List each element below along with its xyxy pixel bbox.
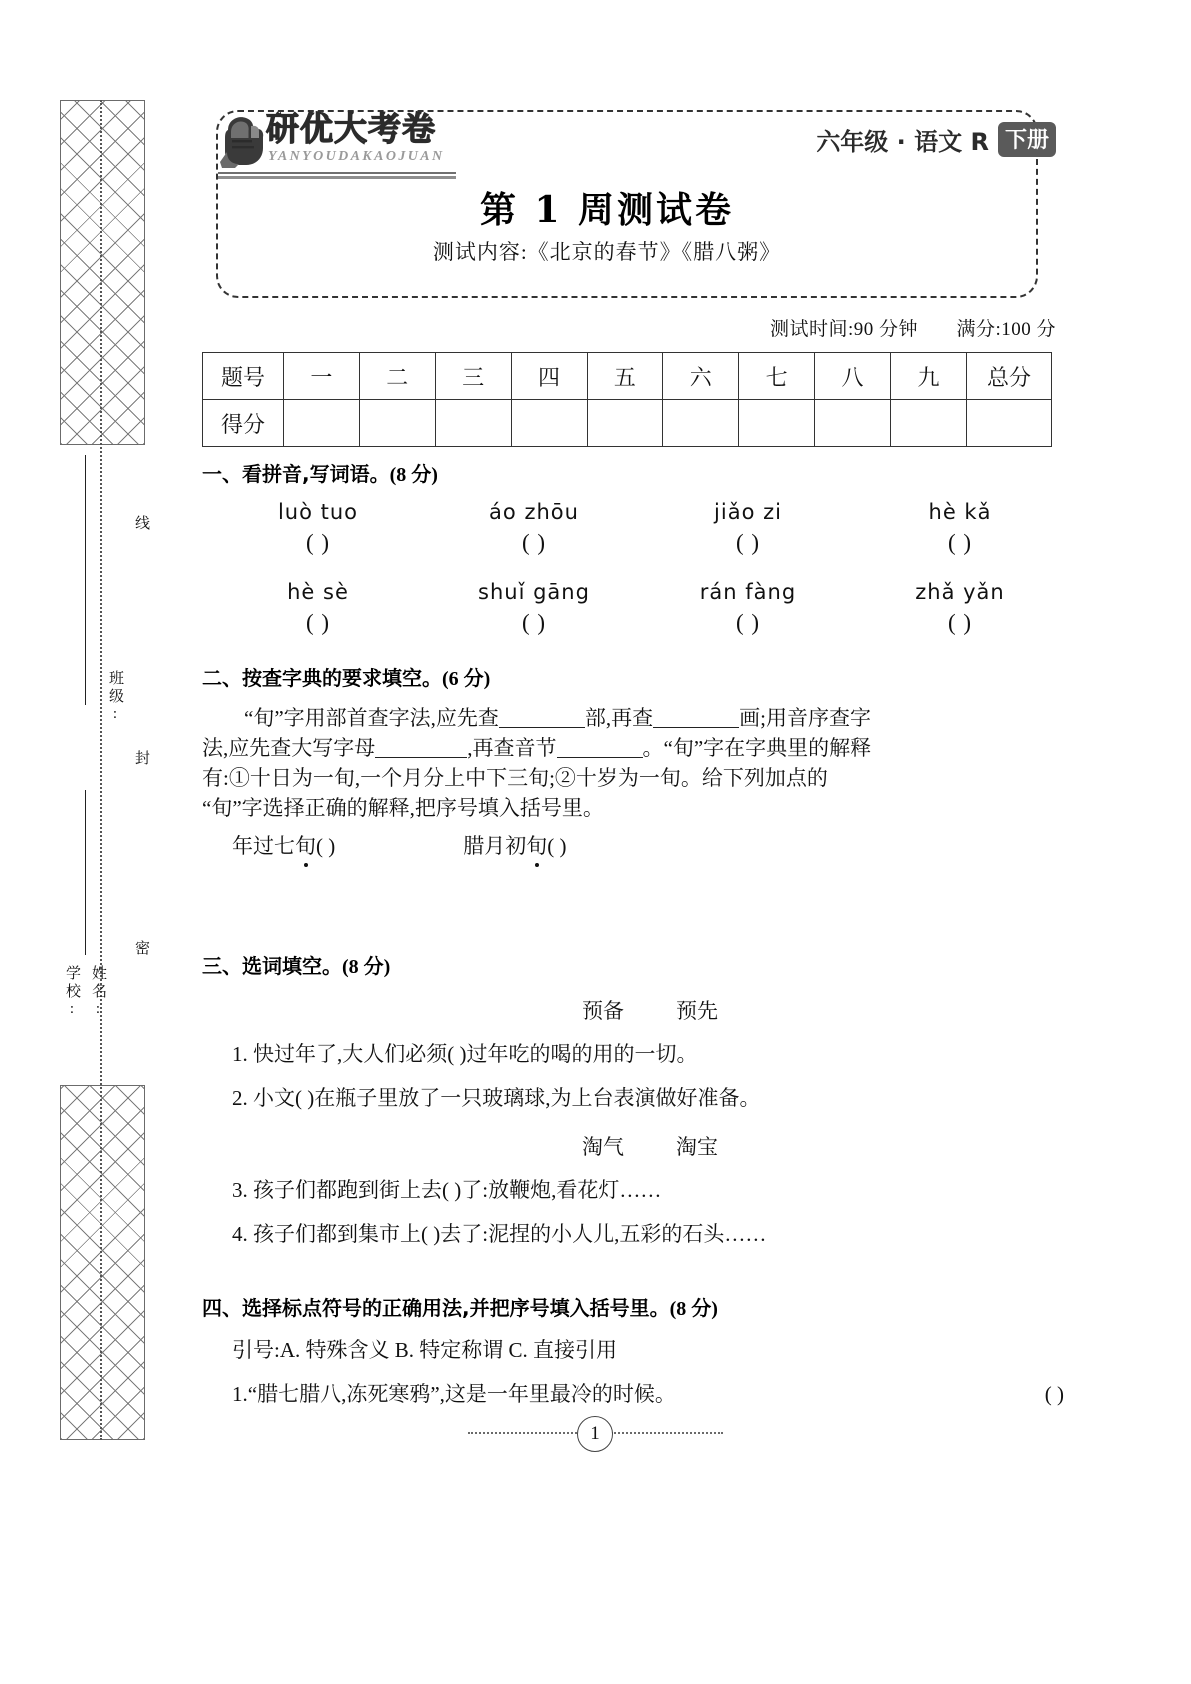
brand-name-pinyin: YANYOUDAKAOJUAN xyxy=(268,149,445,164)
grade-subject-text: 六年级 · 语文 R xyxy=(816,128,989,156)
section-2-items xyxy=(202,831,1058,861)
blank-letter[interactable] xyxy=(375,737,467,758)
question-3-2[interactable]: 2. 小文( )在瓶子里放了一只玻璃球,为上台表演做好准备。 xyxy=(232,1086,761,1110)
answer-bracket[interactable]: ( ) xyxy=(305,530,331,555)
pinyin-text: zhǎ yǎn xyxy=(915,580,1005,604)
section-3-title: 三、选词填空。 xyxy=(202,954,342,978)
word-option-4: 淘宝 xyxy=(676,1135,718,1159)
answer-bracket[interactable]: ( ) xyxy=(521,610,547,635)
score-cell-9[interactable] xyxy=(891,400,967,447)
margin-rule-upper xyxy=(85,455,86,705)
item-2-text: 腊月初 xyxy=(463,834,527,858)
score-cell-1[interactable] xyxy=(284,400,360,447)
section-3 xyxy=(202,950,1058,1249)
col-2: 二 xyxy=(359,353,435,400)
dict-text-c: 画;用音序查字 xyxy=(739,706,871,730)
question-3-3[interactable]: 3. 孩子们都跑到街上去( )了:放鞭炮,看花灯…… xyxy=(232,1178,662,1202)
hatch-pattern-top xyxy=(60,100,145,445)
section-2-heading xyxy=(202,662,1058,691)
brand-name-cn: 研优大考卷 xyxy=(266,109,436,148)
section-1-heading xyxy=(202,458,1058,487)
pinyin-item-4 xyxy=(860,500,1060,556)
pinyin-item-8 xyxy=(860,580,1060,636)
score-cell-5[interactable] xyxy=(587,400,663,447)
item-1-bracket[interactable]: ( ) xyxy=(316,834,336,858)
col-3: 三 xyxy=(435,353,511,400)
col-7: 七 xyxy=(739,353,815,400)
exam-full-score: 满分:100 分 xyxy=(956,319,1056,340)
section-4 xyxy=(202,1292,1064,1409)
row-label-question: 题号 xyxy=(203,353,284,400)
name-field-label: 姓名: xyxy=(90,965,106,1020)
footer-rule-right xyxy=(611,1432,723,1434)
word-option-1: 预备 xyxy=(582,999,624,1023)
section-1-title: 一、看拼音,写词语。 xyxy=(202,462,390,486)
exam-sheet xyxy=(196,96,1064,1446)
word-group-1 xyxy=(202,995,1058,1025)
col-9: 九 xyxy=(891,353,967,400)
blank-strokes[interactable] xyxy=(653,707,739,728)
left-margin-decoration xyxy=(60,100,145,1440)
score-cell-4[interactable] xyxy=(511,400,587,447)
table-row-header xyxy=(203,353,1052,400)
margin-rule-lower xyxy=(85,790,86,955)
table-row-scores xyxy=(203,400,1052,447)
answer-bracket[interactable]: ( ) xyxy=(735,530,761,555)
dict-text-f: 。“旬”字在字典里的解释 xyxy=(642,736,872,760)
pinyin-item-5 xyxy=(218,580,418,636)
row-label-score: 得分 xyxy=(203,400,284,447)
blank-radical[interactable] xyxy=(499,707,585,728)
blank-syllable[interactable] xyxy=(557,737,643,758)
pinyin-item-6 xyxy=(434,580,634,636)
dict-text-a: “旬”字用部首查字法,应先查 xyxy=(244,706,499,730)
section-1-points: (8 分) xyxy=(389,464,438,486)
item-2-bracket[interactable]: ( ) xyxy=(547,834,567,858)
volume-badge: 下册 xyxy=(998,122,1056,157)
answer-bracket[interactable]: ( ) xyxy=(521,530,547,555)
section-2-line-3: 有:①十日为一旬,一个月分上中下三旬;②十岁为一旬。给下列加点的 xyxy=(202,766,828,790)
page-number: 1 xyxy=(577,1416,613,1452)
section-4-title: 四、选择标点符号的正确用法,并把序号填入括号里。 xyxy=(202,1296,670,1320)
brand-logo xyxy=(218,110,458,176)
col-5: 五 xyxy=(587,353,663,400)
item-1-text: 年过七 xyxy=(232,834,295,858)
pinyin-text: shuǐ gāng xyxy=(478,580,590,604)
page-footer xyxy=(0,1400,1191,1480)
logo-underline-bar xyxy=(218,172,456,179)
page-subtitle: 测试内容:《北京的春节》《腊八粥》 xyxy=(432,240,782,264)
footer-rule-left xyxy=(468,1432,580,1434)
word-group-2 xyxy=(202,1131,1058,1161)
question-3-4[interactable]: 4. 孩子们都到集市上( )去了:泥捏的小人儿,五彩的石头…… xyxy=(232,1222,767,1246)
question-4-1-text: 1.“腊七腊八,冻死寒鸦”,这是一年里最冷的时候。 xyxy=(232,1382,676,1406)
col-1: 一 xyxy=(284,353,360,400)
answer-bracket[interactable]: ( ) xyxy=(735,610,761,635)
col-6: 六 xyxy=(663,353,739,400)
section-2-line-2 xyxy=(202,733,1058,763)
seal-dotted-line xyxy=(100,100,102,1440)
score-cell-8[interactable] xyxy=(815,400,891,447)
col-8: 八 xyxy=(815,353,891,400)
score-cell-2[interactable] xyxy=(359,400,435,447)
item-1-dotted-char: 旬 xyxy=(295,834,316,858)
score-cell-total[interactable] xyxy=(967,400,1052,447)
pinyin-text: hè kǎ xyxy=(928,500,992,524)
section-4-options: 引号:A. 特殊含义 B. 特定称谓 C. 直接引用 xyxy=(232,1338,618,1362)
pinyin-text: rán fàng xyxy=(699,580,797,604)
section-3-heading xyxy=(202,950,1058,979)
item-2-dotted-char: 旬 xyxy=(526,834,548,858)
score-cell-6[interactable] xyxy=(663,400,739,447)
answer-bracket[interactable]: ( ) xyxy=(947,530,973,555)
section-2-title: 二、按查字典的要求填空。 xyxy=(202,666,442,690)
pinyin-item-3 xyxy=(648,500,848,556)
col-total: 总分 xyxy=(967,353,1052,400)
pinyin-item-1 xyxy=(218,500,418,556)
dict-text-b: 部,再查 xyxy=(584,706,654,730)
pinyin-text: jiǎo zi xyxy=(714,500,782,524)
question-3-1[interactable]: 1. 快过年了,大人们必须( )过年吃的喝的用的一切。 xyxy=(232,1042,698,1066)
seal-char-xian: 线 xyxy=(133,515,149,533)
col-4: 四 xyxy=(511,353,587,400)
pinyin-text: luò tuo xyxy=(277,500,359,524)
page-title: 第 1 周测试卷 xyxy=(479,189,735,231)
seal-char-mi: 密 xyxy=(133,940,149,958)
exam-duration: 测试时间:90 分钟 xyxy=(769,319,918,340)
pinyin-text: áo zhōu xyxy=(489,500,579,524)
answer-bracket[interactable]: ( ) xyxy=(947,610,973,635)
section-4-heading xyxy=(202,1292,1058,1321)
word-option-2: 预先 xyxy=(676,999,718,1023)
section-3-points: (8 分) xyxy=(342,956,391,978)
hatch-pattern-bottom xyxy=(60,1085,145,1440)
fist-icon xyxy=(218,112,268,168)
score-cell-7[interactable] xyxy=(739,400,815,447)
class-field-label: 班级: xyxy=(107,670,123,725)
answer-bracket[interactable]: ( ) xyxy=(305,610,331,635)
pinyin-item-2 xyxy=(434,500,634,556)
pinyin-item-7 xyxy=(648,580,848,636)
grade-subject-line xyxy=(816,122,1056,157)
section-2-line-1 xyxy=(202,703,1058,733)
exam-meta-line xyxy=(770,314,1056,341)
dict-text-d: 法,应先查大写字母 xyxy=(202,736,376,760)
seal-char-feng: 封 xyxy=(133,750,149,768)
word-option-3: 淘气 xyxy=(582,1135,624,1159)
school-field-label: 学校: xyxy=(64,965,80,1020)
section-1 xyxy=(202,458,1058,487)
question-4-1-bracket[interactable]: ( ) xyxy=(1044,1382,1064,1406)
score-cell-3[interactable] xyxy=(435,400,511,447)
section-2-points: (6 分) xyxy=(442,668,491,690)
dict-text-e: ,再查音节 xyxy=(467,736,557,760)
pinyin-text: hè sè xyxy=(287,580,349,604)
section-2 xyxy=(202,662,1058,861)
section-2-line-4: “旬”字选择正确的解释,把序号填入括号里。 xyxy=(202,796,604,820)
score-table xyxy=(202,352,1052,447)
section-4-points: (8 分) xyxy=(669,1298,718,1320)
